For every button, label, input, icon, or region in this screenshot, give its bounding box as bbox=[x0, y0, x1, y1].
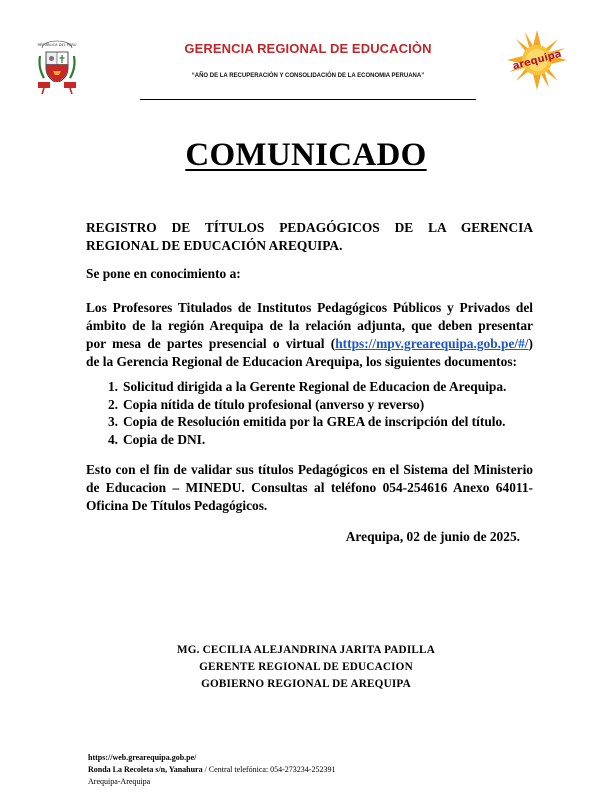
subject-line: REGIONAL DE EDUCACIÓN AREQUIPA. bbox=[86, 238, 343, 253]
body-paragraph bbox=[86, 299, 533, 371]
list-number: 2. bbox=[107, 396, 118, 412]
footer-website[interactable]: https://web.grearequipa.gob.pe/ bbox=[88, 753, 197, 762]
signatory-name: MG. CECILIA ALEJANDRINA JARITA PADILLA bbox=[176, 644, 435, 656]
list-text: Copia de DNI. bbox=[123, 431, 206, 447]
body-line: ámbito de la región Arequipa de la relación adjunta, que deben presentar bbox=[86, 318, 533, 333]
body-line bbox=[86, 335, 533, 353]
footer-address-line bbox=[88, 764, 488, 776]
organization-title: GERENCIA REGIONAL DE EDUCACIÒN bbox=[184, 41, 432, 56]
logo-text: arequipa bbox=[511, 48, 563, 73]
body-line-part: ) bbox=[528, 336, 533, 351]
page-footer bbox=[88, 752, 488, 788]
closing-line: Esto con el fin de validar sus títulos Pedagógicos en el Sistema del Ministerio bbox=[86, 462, 533, 477]
header-divider bbox=[140, 99, 476, 100]
list-text: Solicitud dirigida a la Gerente Regional de Educacion de Arequipa. bbox=[123, 379, 507, 394]
list-number: 1. bbox=[107, 379, 118, 394]
list-item bbox=[86, 378, 546, 396]
footer-city: Arequipa-Arequipa bbox=[88, 777, 151, 786]
subject-line: REGISTRO DE TÍTULOS PEDAGÓGICOS DE LA GERENCIA bbox=[86, 220, 533, 235]
year-motto: “AÑO DE LA RECUPERACIÓN Y CONSOLIDACIÓN DE LA ECONOMIA PERUANA” bbox=[191, 73, 425, 79]
list-number: 4. bbox=[107, 431, 118, 447]
intro-text: Se pone en conocimiento a: bbox=[86, 266, 241, 281]
closing-line: de Educacion – MINEDU. Consultas al teléfono 054-254616 Anexo 64011- bbox=[86, 480, 533, 495]
closing-line: Oficina De Títulos Pedagógicos. bbox=[86, 498, 268, 513]
signature-block bbox=[0, 642, 612, 693]
list-item bbox=[86, 413, 546, 431]
virtual-desk-link[interactable]: https://mpv.grearequipa.gob.pe/#/ bbox=[335, 336, 529, 351]
arequipa-sun-logo-icon bbox=[505, 28, 569, 92]
shield-caption: REPÚBLICA DEL PERÚ bbox=[37, 43, 77, 47]
subject-paragraph bbox=[86, 219, 533, 255]
body-line: Los Profesores Titulados de Institutos Pedagógicos Públicos y Privados del bbox=[86, 300, 533, 315]
list-text: Copia nítida de título profesional (anverso y reverso) bbox=[123, 396, 425, 412]
signatory-entity: GOBIERNO REGIONAL DE AREQUIPA bbox=[201, 678, 411, 690]
required-documents-list bbox=[86, 378, 546, 448]
list-item bbox=[86, 431, 546, 449]
footer-phone: / Central telefónica: 054-273234-252391 bbox=[202, 765, 336, 774]
body-line: de la Gerencia Regional de Educacion Arequipa, los siguientes documentos: bbox=[86, 354, 518, 369]
list-item bbox=[86, 396, 546, 414]
list-number: 3. bbox=[107, 414, 118, 429]
footer-address: Ronda La Recoleta s/n, Yanahura bbox=[88, 765, 203, 774]
list-text: Copia de Resolución emitida por la GREA de inscripción del título. bbox=[123, 414, 506, 429]
document-date: Arequipa, 02 de junio de 2025. bbox=[345, 529, 520, 544]
peru-coat-of-arms-icon bbox=[36, 38, 78, 96]
body-line-part: por mesa de partes presencial o virtual ( bbox=[86, 336, 336, 351]
closing-paragraph bbox=[86, 461, 533, 515]
document-title: COMUNICADO bbox=[185, 137, 427, 173]
signatory-position: GERENTE REGIONAL DE EDUCACION bbox=[199, 661, 413, 673]
